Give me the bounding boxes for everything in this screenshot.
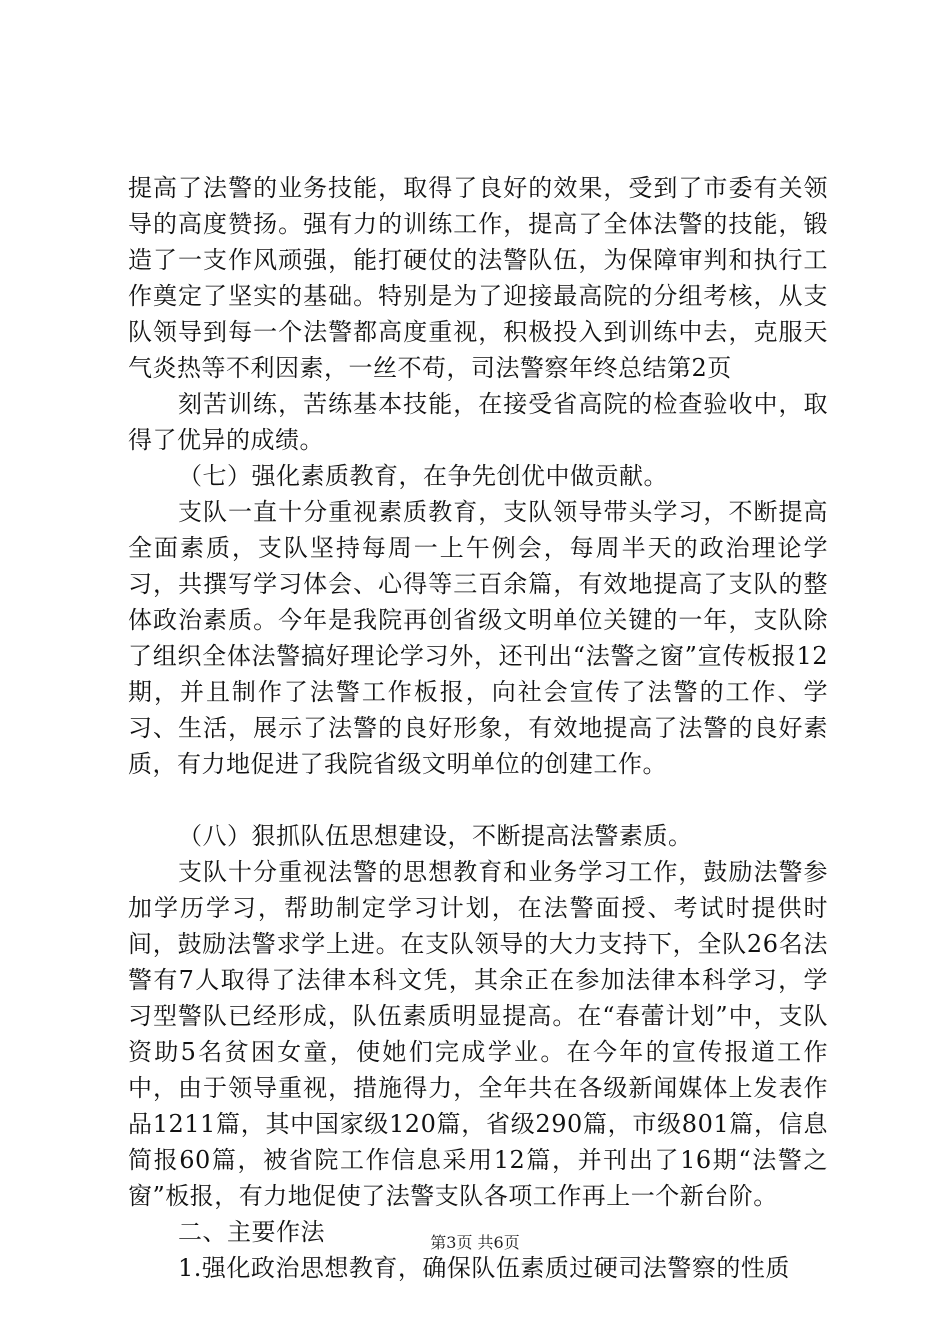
document-body (128, 170, 828, 1286)
page-number-footer: 第3页 共6页 (430, 1233, 520, 1252)
section-heading-main-methods: 二、主要作法 (178, 1218, 325, 1246)
paragraph-quality-education: 支队一直十分重视素质教育，支队领导带头学习，不断提高全面素质，支队坚持每周一上午例会，每周半天的政治理论学习，共撰写学习体会、心得等三百余篇，有效地提高了支队的整体政治素质。今年是我院再创省级文明单位关键的一年，支队除了组织全体法警搞好理论学习外，还刊出“法警之窗”宣传板报12期，并且制作了法警工作板报，向社会宣传了法警的工作、学习、生活，展示了法警的良好形象，有效地提高了法警的良好素质，有力地促进了我院省级文明单位的创建工作。 (128, 498, 828, 778)
paragraph-political-education: 1.强化政治思想教育，确保队伍素质过硬司法警察的性质 (178, 1254, 790, 1282)
section-heading-seven: （七）强化素质教育，在争先创优中做贡献。 (178, 462, 668, 490)
paragraph-ideological-building: 支队十分重视法警的思想教育和业务学习工作，鼓励法警参加学历学习，帮助制定学习计划，在法警面授、考试时提供时间，鼓励法警求学上进。在支队领导的大力支持下，全队26名法警有7人取得了法律本科文凭，其余正在参加法律本科学习，学习型警队已经形成，队伍素质明显提高。在“春蕾计划”中，支队资助5名贫困女童，使她们完成学业。在今年的宣传报道工作中，由于领导重视，措施得力，全年共在各级新闻媒体上发表作品1211篇，其中国家级120篇，省级290篇，市级801篇，信息简报60篇，被省院工作信息采用12篇，并刊出了16期“法警之窗”板报，有力地促使了法警支队各项工作再上一个新台阶。 (128, 858, 828, 1210)
paragraph-training-result: 刻苦训练，苦练基本技能，在接受省高院的检查验收中，取得了优异的成绩。 (128, 390, 828, 454)
paragraph-training-continued: 提高了法警的业务技能，取得了良好的效果，受到了市委有关领导的高度赞扬。强有力的训练工作，提高了全体法警的技能，锻造了一支作风顽强，能打硬仗的法警队伍，为保障审判和执行工作奠定了坚实的基础。特别是为了迎接最高院的分组考核，从支队领导到每一个法警都高度重视，积极投入到训练中去，克服天气炎热等不利因素，一丝不苟，司法警察年终总结第2页 (128, 174, 828, 382)
section-heading-eight: （八）狠抓队伍思想建设，不断提高法警素质。 (178, 822, 693, 850)
